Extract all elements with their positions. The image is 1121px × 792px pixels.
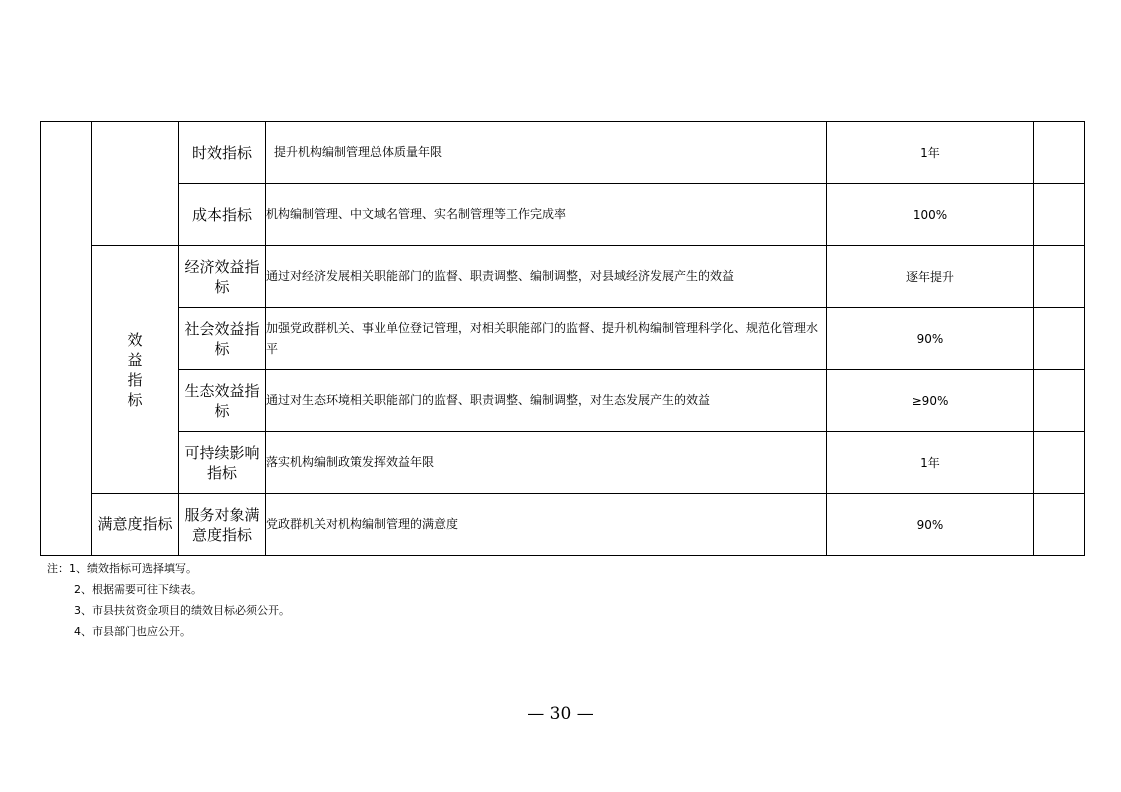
indicator-content: 党政群机关对机构编制管理的满意度 [266,494,827,556]
remark-cell [1034,308,1085,370]
performance-table [40,121,1085,556]
secondary-indicator-benefit [92,246,179,494]
indicator-value: ≥90% [827,370,1034,432]
secondary-indicator-satisfaction: 满意度指标 [92,494,179,556]
table-row [41,432,1085,494]
table-row [41,308,1085,370]
remark-cell [1034,370,1085,432]
indicator-content: 加强党政群机关、事业单位登记管理，对相关职能部门的监督、提升机构编制管理科学化、规范化管理水平 [266,308,827,370]
note-line: 2、根据需要可往下续表。 [74,583,202,596]
indicator-value: 1年 [827,432,1034,494]
indicator-content: 提升机构编制管理总体质量年限 [266,122,827,184]
indicator-value: 逐年提升 [827,246,1034,308]
indicator-content: 通过对生态环境相关职能部门的监督、职责调整、编制调整，对生态发展产生的效益 [266,370,827,432]
remark-cell [1034,246,1085,308]
remark-cell [1034,494,1085,556]
tertiary-indicator: 时效指标 [179,122,266,184]
indicator-value: 90% [827,308,1034,370]
indicator-content: 通过对经济发展相关职能部门的监督、职责调整、编制调整，对县域经济发展产生的效益 [266,246,827,308]
table-row [41,122,1085,184]
indicator-content: 机构编制管理、中文域名管理、实名制管理等工作完成率 [266,184,827,246]
primary-indicator-cell [41,122,92,556]
secondary-indicator-label: 效益指标 [127,330,143,409]
indicator-value: 90% [827,494,1034,556]
indicator-value: 1年 [827,122,1034,184]
remark-cell [1034,184,1085,246]
indicator-content: 落实机构编制政策发挥效益年限 [266,432,827,494]
secondary-indicator-cell [92,122,179,246]
tertiary-indicator: 经济效益指标 [179,246,266,308]
tertiary-indicator: 服务对象满意度指标 [179,494,266,556]
table-row [41,494,1085,556]
table-row [41,184,1085,246]
note-line: 4、市县部门也应公开。 [74,625,191,638]
note-line: 注：1、绩效指标可选择填写。 [47,562,197,575]
page-number: — 30 — [527,704,594,724]
table-row [41,246,1085,308]
table-row [41,370,1085,432]
note-line: 3、市县扶贫资金项目的绩效目标必须公开。 [74,604,290,617]
tertiary-indicator: 社会效益指标 [179,308,266,370]
notes [47,558,290,642]
tertiary-indicator: 生态效益指标 [179,370,266,432]
tertiary-indicator: 可持续影响指标 [179,432,266,494]
indicator-value: 100% [827,184,1034,246]
tertiary-indicator: 成本指标 [179,184,266,246]
remark-cell [1034,122,1085,184]
remark-cell [1034,432,1085,494]
